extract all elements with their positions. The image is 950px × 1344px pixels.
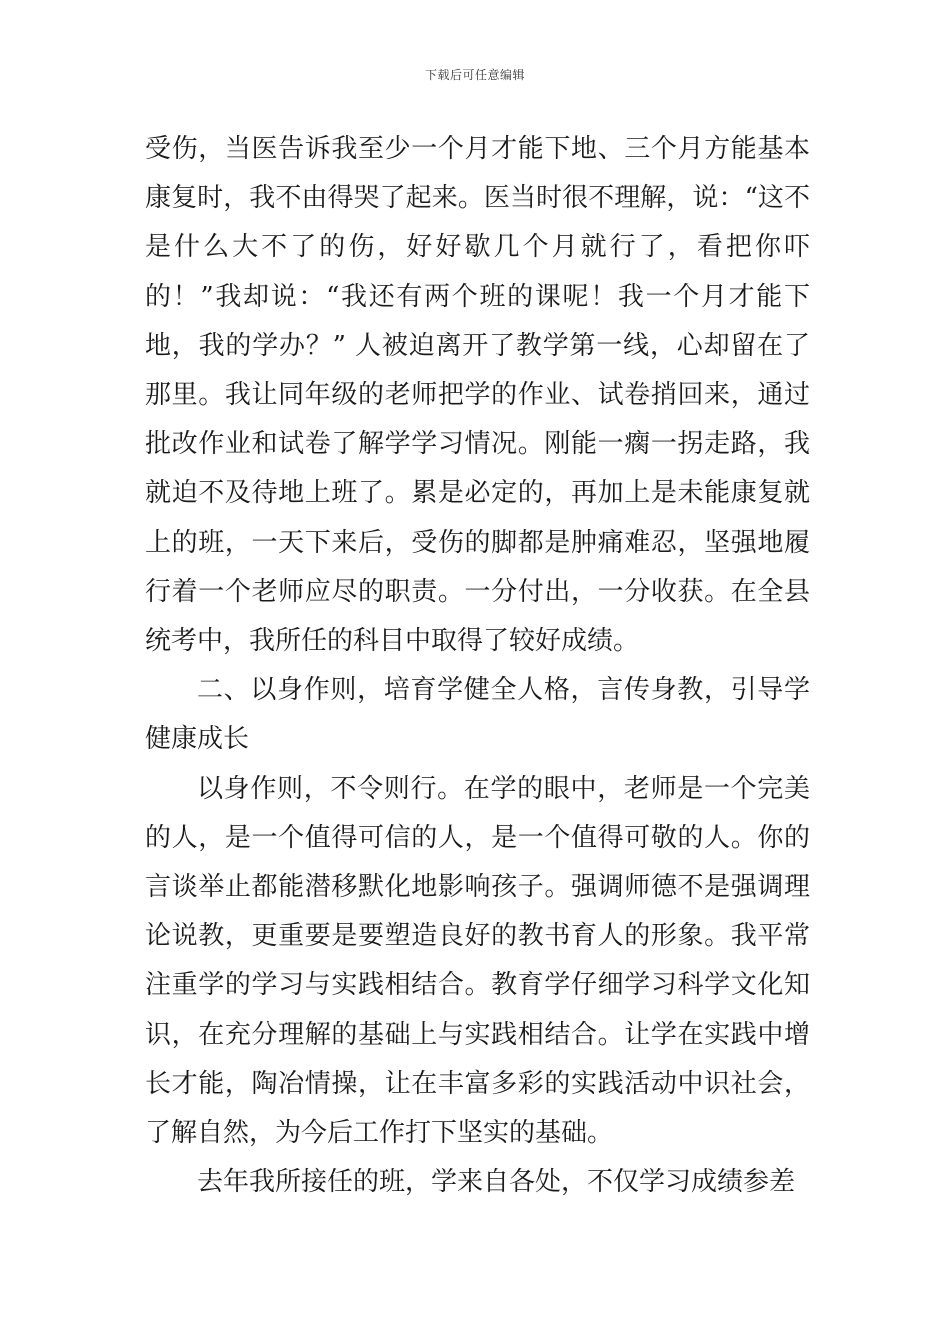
paragraph-3: 以身作则，不令则行。在学的眼中，老师是一个完美的人，是一个值得可信的人，是一个值得可敬的人。你的言谈举止都能潜移默化地影响孩子。强调师德不是强调理论说教，更重要是要塑造良好的教书育人的形象。我平常注重学的学习与实践相结合。教育学仔细学习科学文化知识，在充分理解的基础上与实践相结合。让学在实践中增长才能，陶冶情操，让在丰富多彩的实践活动中识社会，了解自然，为今后工作打下坚实的基础。 — [145, 773, 810, 1149]
paragraph-2-heading: 二、以身作则，培育学健全人格，言传身教，引导学健康成长 — [145, 675, 810, 755]
paragraph-1: 受伤，当医告诉我至少一个月才能下地、三个月方能基本康复时，我不由得哭了起来。医当时很不理解，说：“这不是什么大不了的伤，好好歇几个月就行了，看把你吓的！”我却说：“我还有两个班的课呢！我一个月才能下地，我的学办？” 人被迫离开了教学第一线，心却留在了那里。我让同年级的老师把学的作业、试卷捎回来，通过批改作业和试卷了解学学习情况。刚能一瘸一拐走路，我就迫不及待地上班了。累是必定的，再加上是未能康复就上的班，一天下来后，受伤的脚都是肿痛难忍，坚强地履行着一个老师应尽的职责。一分付出，一分收获。在全县统考中，我所任的科目中取得了较好成绩。 — [145, 134, 810, 657]
paragraph-4: 去年我所接任的班，学来自各处，不仅学习成绩参差 — [197, 1167, 796, 1198]
page-header: 下载后可任意编辑 — [424, 68, 525, 82]
document-body — [145, 125, 810, 1207]
